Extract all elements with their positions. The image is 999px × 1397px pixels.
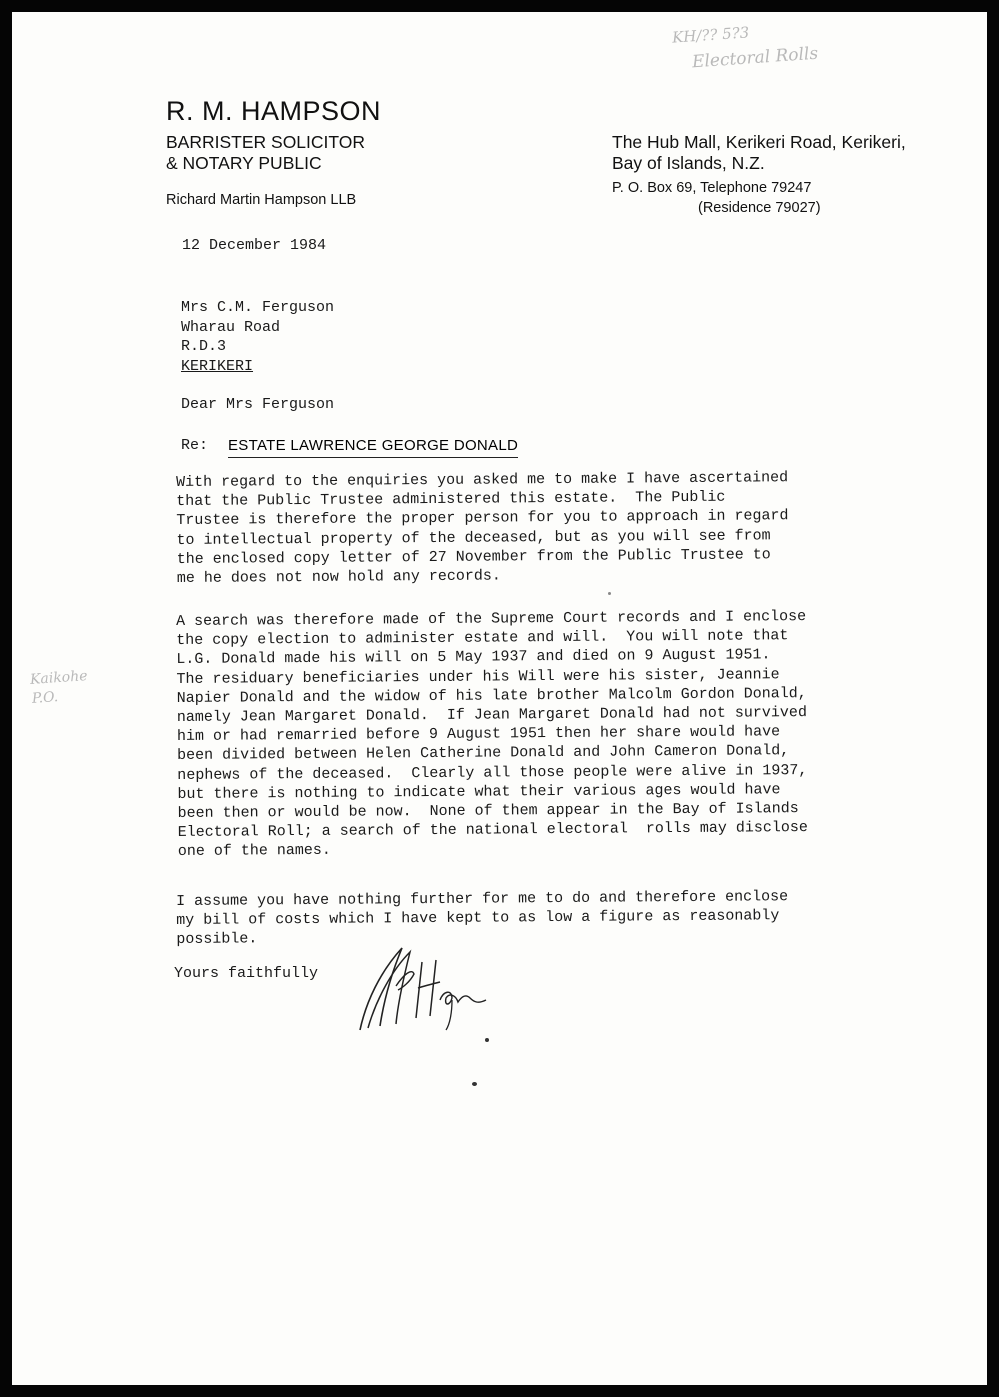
- letter-page: [12, 12, 987, 1385]
- body-line: but there is nothing to indicate what their various ages would have: [177, 781, 781, 803]
- body-line: one of the names.: [177, 842, 331, 861]
- body-line: my bill of costs which I have kept to as low a figure as reasonably: [176, 907, 780, 930]
- body-line: I assume you have nothing further for me to do and therefore enclose: [176, 888, 789, 910]
- contact-line-residence: (Residence 79027): [698, 200, 821, 216]
- handwritten-reference: KH/?? 5?3: [671, 23, 750, 47]
- body-line: nephews of the deceased. Clearly all those people were alive in 1937,: [177, 761, 808, 784]
- signature: [340, 942, 490, 1034]
- body-line: the enclosed copy letter of 27 November from the Public Trustee to: [176, 546, 771, 568]
- scan-speck: [485, 1038, 489, 1042]
- re-label: Re:: [181, 437, 209, 454]
- body-line: him or had remarried before 9 August 1951 then her share would have: [176, 723, 781, 746]
- letterhead-address: [612, 132, 906, 174]
- body-paragraph: [176, 886, 896, 949]
- scan-speck: [472, 1082, 477, 1086]
- handwritten-margin-note: Kaikohe: [29, 668, 88, 688]
- address-line: Bay of Islands, N.Z.: [612, 153, 765, 173]
- closing: Yours faithfully: [174, 965, 319, 982]
- body-line: The residuary beneficiaries under his Will were his sister, Jeannie: [176, 665, 780, 688]
- letterhead-name: R. M. HAMPSON: [166, 96, 382, 126]
- body-line: Trustee is therefore the proper person for you to approach in regard: [176, 507, 789, 530]
- body-line: that the Public Trustee administered this estate. The Public: [176, 488, 726, 511]
- body-line: A search was therefore made of the Supreme Court records and I enclose: [176, 608, 807, 630]
- letterhead-title-line: & NOTARY PUBLIC: [166, 153, 322, 173]
- recipient-address: [181, 298, 334, 376]
- recipient-line: Wharau Road: [181, 318, 281, 336]
- recipient-line: KERIKERI: [181, 357, 254, 375]
- body-line: Napier Donald and the widow of his late brother Malcolm Gordon Donald,: [176, 684, 807, 707]
- body-line: to intellectual property of the deceased, but as you will see from: [176, 526, 771, 549]
- body-line: possible.: [176, 930, 258, 949]
- letterhead-contact: [612, 178, 821, 218]
- salutation: Dear Mrs Ferguson: [181, 396, 335, 413]
- recipient-line: R.D.3: [181, 338, 227, 355]
- body-paragraph: [176, 467, 897, 588]
- handwritten-annotation: Electoral Rolls: [691, 43, 819, 73]
- body-line: the copy election to administer estate and will. You will note that: [176, 627, 789, 650]
- letterhead-title: [166, 132, 365, 174]
- body-line: been divided between Helen Catherine Donald and John Cameron Donald,: [177, 742, 790, 765]
- body-line: Electoral Roll; a search of the national electoral rolls may disclose: [177, 819, 808, 842]
- body-line: me he does not now hold any records.: [176, 567, 501, 588]
- address-line: The Hub Mall, Kerikeri Road, Kerikeri,: [612, 132, 906, 152]
- scan-speck: [608, 592, 611, 595]
- body-line: namely Jean Margaret Donald. If Jean Margaret Donald had not survived: [176, 704, 807, 727]
- body-line: been then or would be now. None of them appear in the Bay of Islands: [177, 800, 799, 823]
- body-paragraph: [176, 606, 898, 861]
- recipient-line: Mrs C.M. Ferguson: [181, 299, 335, 316]
- letter-date: 12 December 1984: [182, 237, 327, 254]
- letterhead-title-line: BARRISTER SOLICITOR: [166, 132, 366, 152]
- body-line: With regard to the enquiries you asked me to make I have ascertained: [176, 469, 789, 491]
- handwritten-margin-note: P.O.: [31, 689, 59, 707]
- body-line: L.G. Donald made his will on 5 May 1937 and died on 9 August 1951.: [176, 646, 771, 669]
- letterhead-person: Richard Martin Hampson LLB: [166, 192, 357, 208]
- re-subject: ESTATE LAWRENCE GEORGE DONALD: [228, 437, 518, 458]
- contact-line: P. O. Box 69, Telephone 79247: [612, 180, 812, 196]
